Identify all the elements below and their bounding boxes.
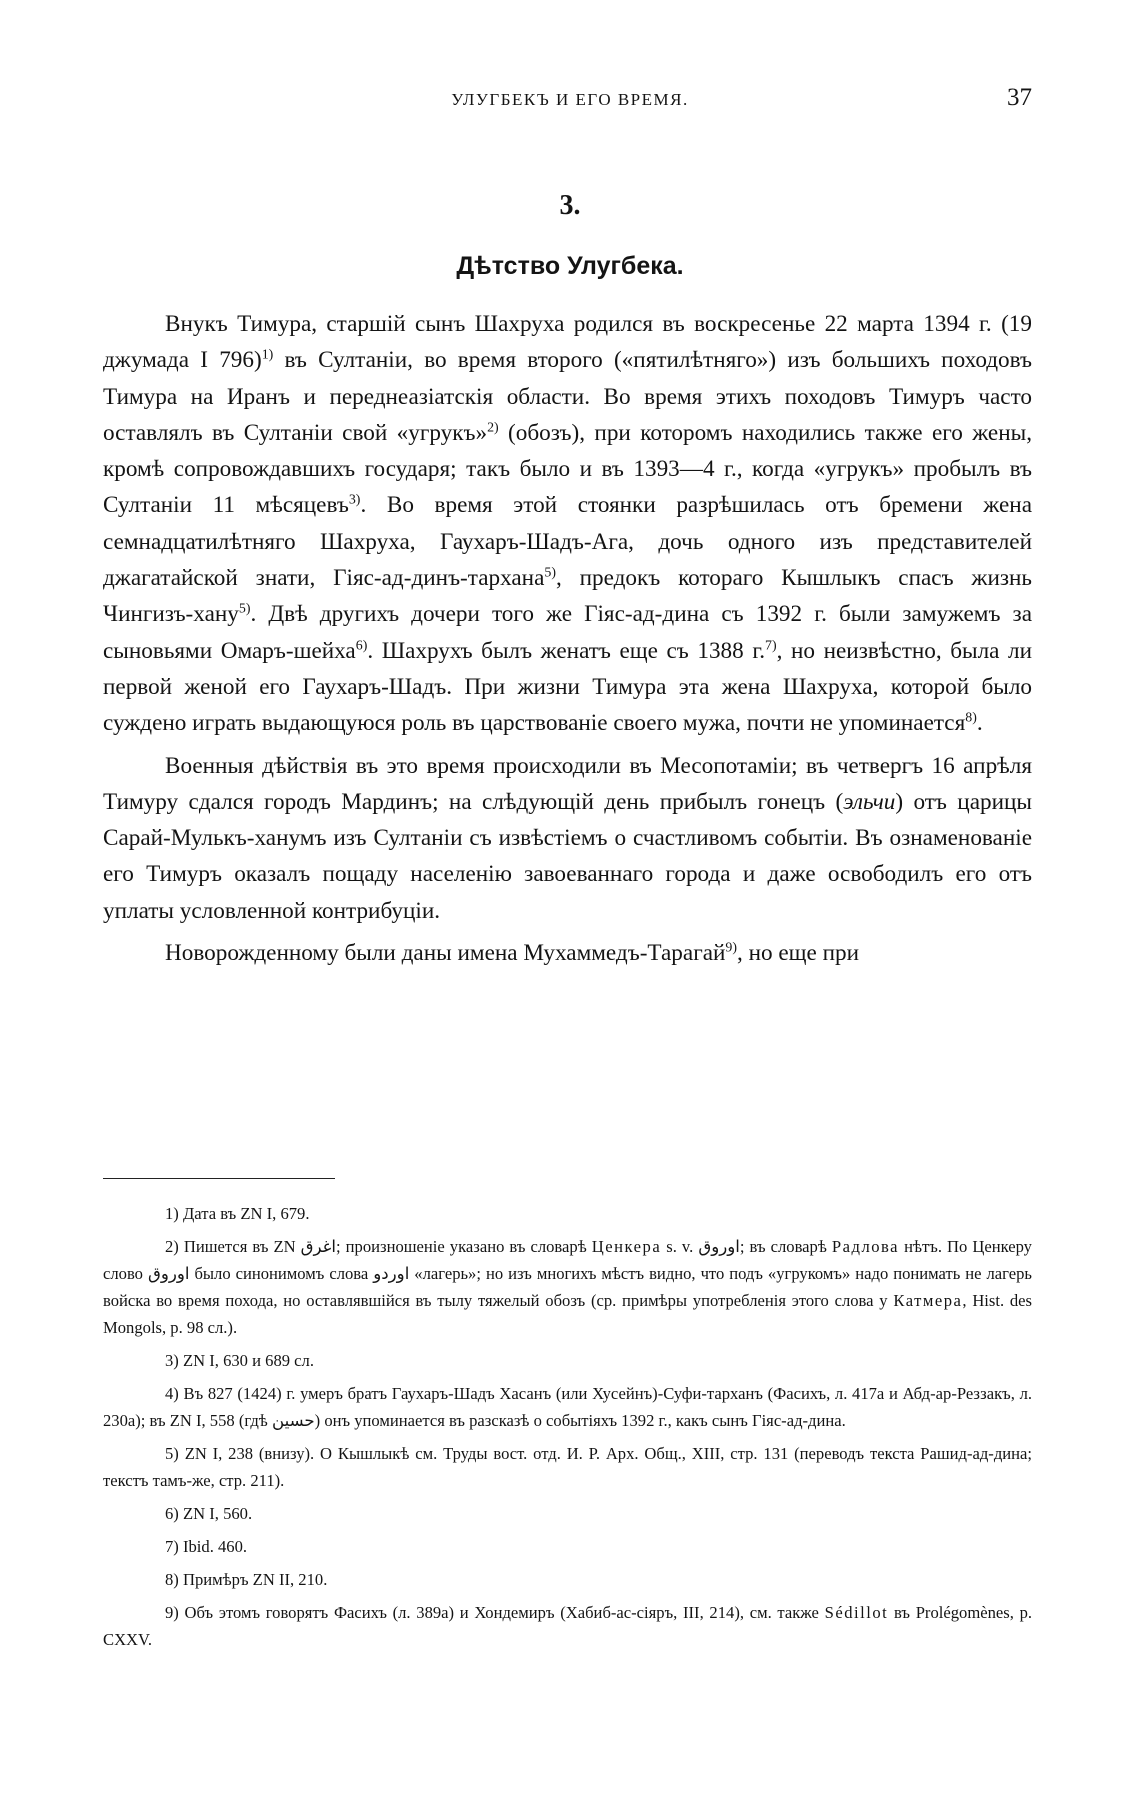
text-run: ; въ словарѣ — [739, 1237, 832, 1256]
paragraph-1 — [103, 306, 1032, 742]
footnote-number: 4) — [165, 1384, 179, 1403]
text-run: въ Султаніи, во время второго («пятилѣтняго») изъ большихъ походовъ Тимура на Иранъ и переднеазіатскія области. Во время этихъ походовъ Тимуръ часто оставлялъ въ Султаніи свой «угрукъ» — [103, 347, 1032, 446]
text-run: , предокъ котораго Кышлыкъ спасъ жизнь Чингизъ-хану — [103, 565, 1032, 628]
footnote-number: 1) — [165, 1204, 179, 1223]
footnote-2 — [103, 1233, 1032, 1341]
text-run: . — [976, 710, 983, 737]
text-run: , но неизвѣстно, была ли первой женой его Гаухаръ-Шадъ. При жизни Тимура эта жена Шахруха, которой было суждено играть выдающуюся роль въ царствованіе своего мужа, почти не упоминается — [103, 637, 1033, 737]
text-run: Объ этомъ говорятъ Фасихъ (л. 389a) и Хондемиръ (Хабиб-ас-сіяръ, III, 214), см. также — [184, 1603, 825, 1622]
arabic-word: اوروق — [698, 1237, 740, 1256]
author-name: Катмера — [893, 1291, 963, 1310]
footnote-ref[interactable]: 9) — [725, 940, 737, 956]
footnote-text: Ibid. 460. — [182, 1537, 248, 1556]
footnote-text: ZN I, 560. — [182, 1504, 253, 1523]
footnote-ref[interactable]: 7) — [765, 637, 777, 653]
body-text — [103, 306, 1032, 971]
arabic-word: اغرق — [300, 1237, 336, 1256]
footnote-text: Примѣръ ZN II, 210. — [182, 1570, 328, 1589]
footnote-divider — [103, 1178, 335, 1179]
text-run: «лагерь»; но изъ многихъ мѣстъ видно, что подъ «угрукомъ» надо понимать не лагерь войска во время похода, но оставлявшійся въ тылу тяжелый обозъ (ср. примѣры употребленія этого слова у — [103, 1264, 1032, 1310]
footnote-ref[interactable]: 5) — [544, 565, 556, 581]
footnote-number: 7) — [165, 1537, 179, 1556]
text-run: ) онъ упоминается въ разсказѣ о событіяхъ 1392 г., какъ сынъ Гіяс-ад-дина. — [314, 1411, 846, 1430]
footnote-number: 2) — [165, 1237, 179, 1256]
text-run: Внукъ Тимура, старшій сынъ Шахруха родился въ воскресенье 22 марта 1394 г. (19 джумада I 796) — [103, 311, 1032, 374]
page-number: 37 — [1007, 84, 1032, 111]
footnote-8 — [103, 1566, 1032, 1593]
text-run: ) отъ царицы Сарай-Мулькъ-ханумъ изъ Султаніи съ извѣстіемъ о счастливомъ событіи. Въ ознаменованіе его Тимуръ оказалъ пощаду населенію завоеваннаго города и даже освободилъ его отъ уплаты условленной контрибуціи. — [103, 788, 1032, 924]
text-run: нѣтъ. По Ценкеру слово — [103, 1237, 1032, 1283]
paragraph-3 — [103, 935, 1032, 971]
footnote-3 — [103, 1347, 1032, 1374]
text-run: ; произношеніе указано въ словарѣ — [335, 1237, 592, 1256]
running-title: УЛУГБЕКЪ И ЕГО ВРЕМЯ. — [451, 90, 689, 109]
author-name: Радлова — [831, 1237, 900, 1256]
footnote-number: 3) — [165, 1351, 179, 1370]
footnote-5 — [103, 1440, 1032, 1494]
footnote-text: ZN I, 630 и 689 сл. — [182, 1351, 314, 1370]
text-run: было синонимомъ слова — [189, 1264, 374, 1283]
footnote-6 — [103, 1500, 1032, 1527]
section-number: 3. — [559, 190, 581, 221]
footnote-ref[interactable]: 8) — [965, 710, 977, 726]
text-run: Военныя дѣйствія въ это время происходили въ Месопотаміи; въ четвергъ 16 апрѣля Тимуру сдался городъ Мардинъ; на слѣдующій день прибылъ гонецъ ( — [103, 752, 1032, 815]
footnote-ref[interactable]: 6) — [355, 637, 368, 653]
footnote-9 — [103, 1599, 1032, 1653]
footnote-ref[interactable]: 1) — [261, 347, 274, 363]
text-run: , Hist. des Mongols, p. 98 сл.). — [103, 1291, 1032, 1337]
arabic-word: اوردو — [373, 1264, 410, 1283]
author-name: Sédillot — [824, 1603, 889, 1622]
text-run: , но еще при — [737, 940, 860, 967]
footnote-ref[interactable]: 3) — [348, 492, 361, 508]
footnote-7 — [103, 1533, 1032, 1560]
footnote-ref[interactable]: 5) — [238, 601, 251, 617]
footnote-ref[interactable]: 2) — [487, 420, 499, 436]
footnote-number: 8) — [165, 1570, 179, 1589]
text-run: . Шахрухъ былъ женатъ еще съ 1388 г. — [367, 637, 766, 664]
footnotes — [103, 1200, 1032, 1659]
text-run: (обозъ), при которомъ находились также его жены, кромѣ сопровождавшихъ государя; такъ было и въ 1393—4 г., когда «угрукъ» пробылъ въ Султаніи 11 мѣсяцевъ — [103, 419, 1032, 519]
text-run: Въ 827 (1424) г. умеръ братъ Гаухаръ-Шадъ Хасанъ (или Хусейнъ)-Суфи-тарханъ (Фасихъ, л. 417a и Абд-ар-Реззакъ, л. 230a); въ ZN I, 558 (гдѣ — [103, 1384, 1032, 1430]
footnote-number: 5) — [165, 1444, 179, 1463]
arabic-word: حسين — [271, 1411, 315, 1430]
text-run: . Двѣ другихъ дочери того же Гіяс-ад-дина съ 1392 г. были замужемъ за сыновьями Омаръ-шейха — [103, 601, 1032, 664]
running-head — [0, 84, 1140, 114]
footnote-number: 6) — [165, 1504, 179, 1523]
chapter-title: Дѣтство Улугбека. — [456, 252, 684, 280]
paragraph-2 — [103, 748, 1032, 929]
arabic-word: اوروق — [147, 1264, 190, 1283]
text-run: s. v. — [661, 1237, 699, 1256]
footnote-text: ZN I, 238 (внизу). О Кышлыкѣ см. Труды вост. отд. И. Р. Арх. Общ., XIII, стр. 131 (переводъ текста Рашид-ад-дина; текстъ тамъ-же, стр. 211). — [103, 1444, 1033, 1490]
footnote-4 — [103, 1380, 1032, 1434]
text-run: Пишется въ ZN — [183, 1237, 301, 1256]
footnote-text: Дата въ ZN I, 679. — [182, 1204, 310, 1223]
text-run: въ Prolégomènes, p. CXXV. — [103, 1603, 1033, 1649]
text-run: Новорожденному были даны имена Мухаммедъ-Тарагай — [165, 940, 726, 967]
text-run: . Во время этой стоянки разрѣшилась отъ бремени жена семнадцатилѣтняго Шахруха, Гаухаръ-Шадъ-Ага, дочь одного изъ представителей джагатайской знати, Гіяс-ад-динъ-тархана — [103, 492, 1032, 592]
footnote-number: 9) — [165, 1603, 179, 1622]
author-name: Ценкера — [591, 1237, 662, 1256]
italic-term: эльчи — [843, 788, 896, 815]
footnote-1 — [103, 1200, 1032, 1227]
